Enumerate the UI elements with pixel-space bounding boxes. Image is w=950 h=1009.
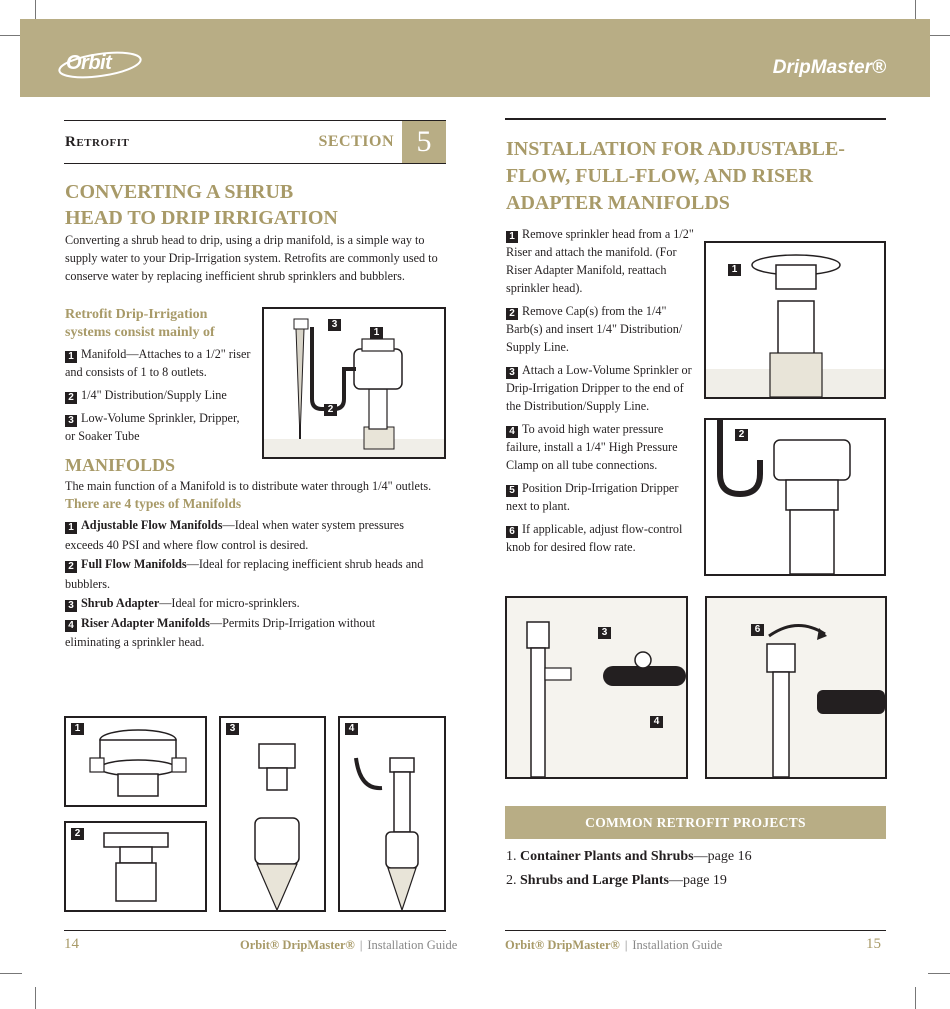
riser-adapter-illustration (340, 718, 444, 910)
crop-mark (35, 987, 36, 1009)
fig-label: 3 (598, 627, 611, 639)
list-item: 1 Adjustable Flow Manifolds—Ideal when water system pressures (65, 516, 445, 536)
crop-mark (928, 973, 950, 974)
crop-mark (915, 987, 916, 1009)
fig-label: 2 (324, 404, 337, 416)
retrofit-heading: Retrofit Drip-Irrigation systems consist mainly of (65, 307, 215, 340)
fig-label: 6 (751, 624, 764, 636)
project-item: 1. Container Plants and Shrubs—page 16 (506, 849, 752, 864)
step-item: 4 To avoid high water pressure (506, 420, 696, 438)
figure-adjustable-flow-manifold (64, 716, 207, 807)
list-item: 2 Full Flow Manifolds—Ideal for replacing inefficient shrub heads and (65, 555, 445, 575)
step-3-4-illustration (507, 598, 686, 777)
fig-label: 4 (650, 716, 663, 728)
fig-label: 1 (71, 723, 84, 735)
crop-mark (928, 35, 950, 36)
fig-label: 4 (345, 723, 358, 735)
step-6-illustration (707, 598, 885, 777)
fig-label: 3 (226, 723, 239, 735)
adjustable-manifold-illustration (66, 718, 205, 805)
section-header (64, 120, 446, 164)
logo-text: Orbit (66, 52, 112, 74)
figure-shrub-adapter (219, 716, 326, 912)
step-item: 5 Position Drip-Irrigation Dripper (506, 479, 696, 497)
section-word: SECTION (318, 133, 394, 150)
brand-title: DripMaster® (772, 57, 886, 78)
figure-step-1 (704, 241, 886, 399)
rule (505, 118, 886, 120)
step-item: 6 If applicable, adjust flow-control (506, 520, 696, 538)
list-item: 3 Shrub Adapter—Ideal for micro-sprinklers. (65, 594, 445, 614)
footer-left: Orbit® DripMaster® | Installation Guide (240, 938, 458, 952)
step-item: 3 Attach a Low-Volume Sprinkler or (506, 361, 696, 379)
manifold-types-list: 1 Adjustable Flow Manifolds—Ideal when water system pressures exceeds 40 PSI and where flow control is desired. 2 Full Flow Manifolds—Ideal for replacing inefficient shrub heads and bubblers. 3 Shrub Adapter—Ideal for micro-sprinklers. 4 Riser Adapter Manifolds—Permits Drip-Irrigation without eliminating a sprinkler head. (65, 516, 445, 653)
shrub-adapter-illustration (221, 718, 324, 910)
figure-retrofit-system (262, 307, 446, 459)
fig-label: 1 (370, 327, 383, 339)
figure-full-flow-manifold (64, 821, 207, 912)
figure-step-3-4 (505, 596, 688, 779)
figure-step-2 (704, 418, 886, 576)
crop-mark (0, 35, 22, 36)
list-item: 4 Riser Adapter Manifolds—Permits Drip-Irrigation without (65, 614, 445, 634)
fig-label: 1 (728, 264, 741, 276)
install-title: INSTALLATION FOR ADJUSTABLE- FLOW, FULL-FLOW, AND RISER ADAPTER MANIFOLDS (506, 138, 845, 214)
crop-mark (0, 973, 22, 974)
figure-riser-adapter-manifold (338, 716, 446, 912)
page-number-right: 15 (866, 936, 881, 952)
intro-paragraph: Converting a shrub head to drip, using a drip manifold, is a simple way to supply water to your Drip-Irrigation system. Retrofits are commonly used to conserve water by replacing inefficient shrub sprinklers and bubblers. (65, 233, 438, 283)
common-projects-heading: COMMON RETROFIT PROJECTS (505, 806, 886, 839)
section-number: 5 (402, 121, 446, 163)
section-label: Retrofit (65, 134, 130, 150)
footer-rule (505, 930, 886, 931)
page-number-left: 14 (64, 936, 79, 952)
fig-label: 2 (71, 828, 84, 840)
footer-right: Orbit® DripMaster® | Installation Guide (505, 938, 723, 952)
parts-list: 1 Manifold—Attaches to a 1/2" riser and consists of 1 to 8 outlets. 2 1/4" Distribution/Supply Line 3 Low-Volume Sprinkler, Dripper, or Soaker Tube (65, 345, 260, 445)
install-steps: 1 Remove sprinkler head from a 1/2" Riser and attach the manifold. (For Riser Adapter Manifold, reattach sprinkler head). 2 Remove Cap(s) from the 1/4" Barb(s) and insert 1/4" Distribution/ Supply Line. 3 Attach a Low-Volume Sprinkler or Drip-Irrigation Dripper to the end of the Distribution/Supply Line. 4 To avoid high water pressure failure, install a 1/4" High Pressure Clamp on all tube connections. 5 Position Drip-Irrigation Dripper next to plant. 6 If applicable, adjust flow-control knob for desired flow rate. (506, 225, 696, 556)
page-title: CONVERTING A SHRUB HEAD TO DRIP IRRIGATION (65, 181, 338, 229)
project-item: 2. Shrubs and Large Plants—page 19 (506, 873, 727, 888)
step-2-illustration (706, 420, 884, 574)
list-item: 3 Low-Volume Sprinkler, Dripper, (65, 409, 260, 427)
types-heading: There are 4 types of Manifolds (65, 496, 242, 511)
manifolds-heading: MANIFOLDS (65, 455, 176, 475)
step-item: 1 Remove sprinkler head from a 1/2" (506, 225, 696, 243)
full-flow-manifold-illustration (66, 823, 205, 910)
retrofit-system-illustration (264, 309, 444, 457)
footer-rule (64, 930, 446, 931)
step-item: 2 Remove Cap(s) from the 1/4" (506, 302, 696, 320)
fig-label: 2 (735, 429, 748, 441)
manifolds-intro: The main function of a Manifold is to distribute water through 1/4" outlets. (65, 479, 432, 493)
figure-step-6 (705, 596, 887, 779)
list-item: 1 Manifold—Attaches to a 1/2" riser (65, 345, 260, 363)
fig-label: 3 (328, 319, 341, 331)
list-item: 2 1/4" Distribution/Supply Line (65, 386, 260, 404)
